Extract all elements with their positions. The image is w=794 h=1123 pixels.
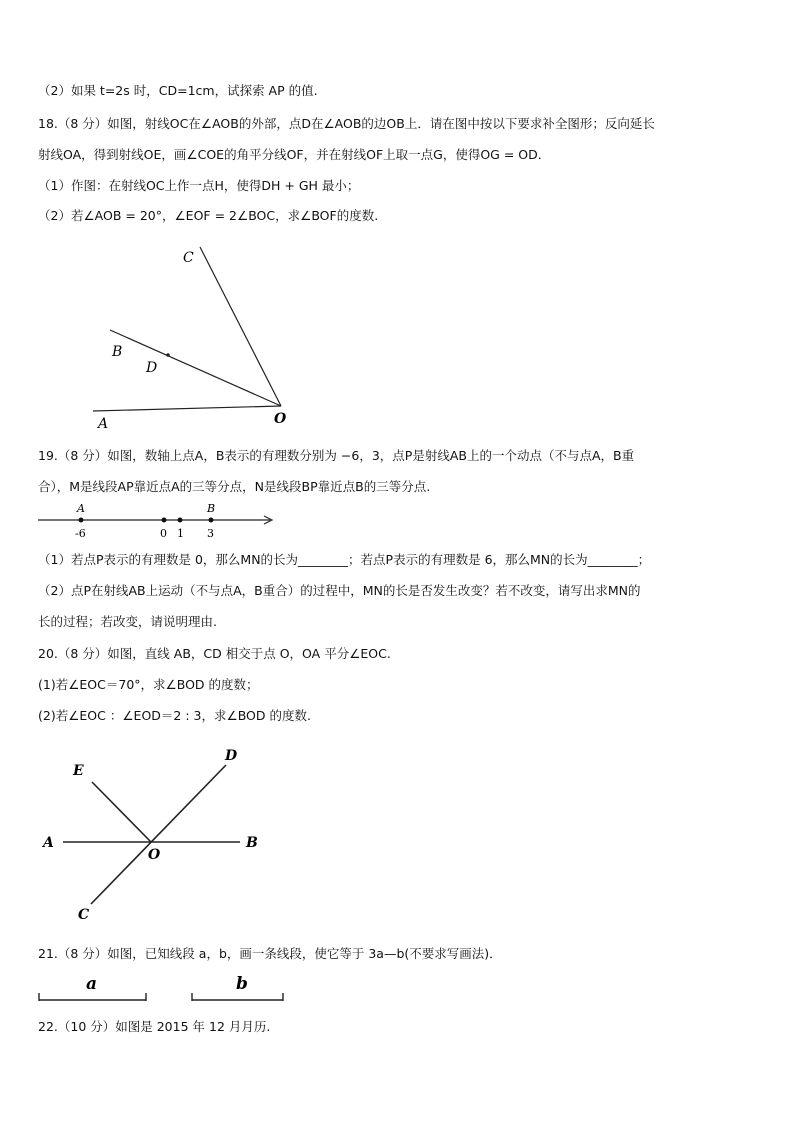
q20-part2: (2)若∠EOC ：∠EOD＝2 : 3，求∠BOD 的度数.	[38, 708, 311, 723]
label-D: D	[146, 360, 158, 376]
label-A: A	[43, 835, 54, 851]
label-A: A	[77, 502, 85, 515]
q18-stem-line1: 18.（8 分）如图，射线OC在∠AOB的外部，点D在∠AOB的边OB上．请在图中按以下要求补全图形；反向延长	[38, 116, 655, 131]
tick-label-1: 1	[177, 527, 184, 540]
label-E: E	[73, 763, 84, 779]
q19-stem-line1: 19.（8 分）如图，数轴上点A，B表示的有理数分别为 −6，3，点P是射线AB上的一个动点（不与点A，B重	[38, 448, 635, 463]
q20-part1: (1)若∠EOC＝70°，求∠BOD 的度数；	[38, 677, 259, 692]
tick-label-0: 0	[160, 527, 167, 540]
q18-part2: （2）若∠AOB = 20°，∠EOF = 2∠BOC，求∠BOF的度数.	[38, 208, 379, 223]
label-A: A	[98, 416, 109, 432]
label-D: D	[225, 748, 238, 764]
q20-stem: 20.（8 分）如图，直线 AB，CD 相交于点 O，OA 平分∠EOC.	[38, 646, 391, 661]
label-O: O	[274, 411, 287, 427]
q22-stem: 22.（10 分）如图是 2015 年 12 月月历.	[38, 1019, 271, 1034]
q21-stem: 21.（8 分）如图，已知线段 a，b，画一条线段，使它等于 3a—b(不要求写画法)．	[38, 946, 502, 961]
q18-part1: （1）作图：在射线OC上作一点H，使得DH + GH 最小；	[38, 178, 360, 193]
segment-b-label: b	[236, 974, 248, 994]
segment-a-label: a	[86, 974, 98, 994]
q19-part2-line1: （2）点P在射线AB上运动（不与点A，B重合）的过程中，MN的长是否发生改变？若不改变，请写出求MN的	[38, 583, 641, 598]
q19-stem-line2: 合），M是线段AP靠近点A的三等分点，N是线段BP靠近点B的三等分点.	[38, 479, 431, 494]
label-C: C	[78, 907, 90, 923]
q18-stem-line2: 射线OA，得到射线OE，画∠COE的角平分线OF，并在射线OF上取一点G，使得OG = OD．	[38, 147, 551, 162]
q19-part2-line2: 长的过程；若改变，请说明理由.	[38, 614, 217, 629]
tick-label-3: 3	[207, 527, 214, 540]
label-O: O	[148, 847, 161, 863]
label-B: B	[112, 344, 123, 360]
tick-label-neg6: -6	[75, 527, 86, 540]
label-C: C	[183, 250, 194, 266]
q17-part2: （2）如果 t=2s 时，CD=1cm，试探索 AP 的值.	[38, 83, 318, 98]
label-B: B	[207, 502, 216, 515]
label-B: B	[246, 835, 258, 851]
q19-part1: （1）若点P表示的有理数是 0，那么MN的长为________；若点P表示的有理数是 6，那么MN的长为________；	[38, 552, 651, 567]
